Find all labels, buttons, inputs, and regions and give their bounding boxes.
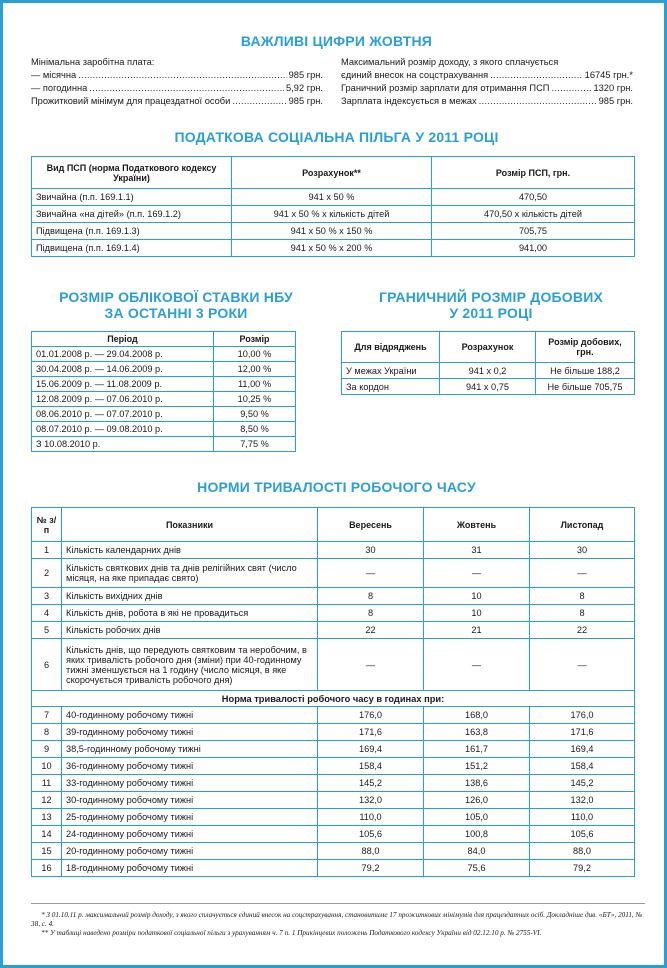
cell: 105,6	[318, 826, 424, 843]
cell: 470,50	[432, 189, 635, 206]
work-header-indicators: Показники	[62, 508, 318, 542]
subsistence-label: Прожитковий мінімум для працездатної особи	[31, 96, 231, 106]
table-row	[32, 622, 635, 639]
cell: 15	[32, 843, 62, 860]
cell: 169,4	[318, 741, 424, 758]
subheader-cell: Норма тривалості робочого часу в годинах при:	[32, 691, 635, 707]
cell: —	[530, 639, 635, 691]
cell: 39-годинному робочому тижні	[62, 724, 318, 741]
cell: У межах України	[342, 363, 440, 379]
psp-header-calc: Розрахунок**	[232, 157, 432, 189]
table-row	[32, 724, 635, 741]
cell: 15.06.2009 р. — 11.08.2009 р.	[32, 377, 214, 392]
cell: 126,0	[424, 792, 530, 809]
cell: 132,0	[530, 792, 635, 809]
cell: 36-годинному робочому тижні	[62, 758, 318, 775]
psp-limit-row	[341, 83, 633, 93]
table-row	[32, 758, 635, 775]
cell: 8	[32, 724, 62, 741]
table-row	[32, 639, 635, 691]
table-header	[342, 332, 635, 363]
indexation-label: Зарплата індексується в межах	[341, 96, 477, 106]
table-row	[32, 362, 296, 377]
footnote-1: * З 01.10.11 р. максимальний розмір доходу, з якого сплачується єдиний внесок на соцстрахування, становитиме 17 прожиткових мінімумів для працездатних осіб. Докладніше див. «БТ», 2011, № 38, с. 4.	[31, 911, 643, 928]
cell: 169,4	[530, 741, 635, 758]
cell: 9,50 %	[214, 407, 296, 422]
cell: Не більше 188,2	[536, 363, 635, 379]
cell: 88,0	[530, 843, 635, 860]
title-nbu-rate	[31, 289, 321, 321]
table-row	[32, 826, 635, 843]
table-row	[342, 379, 635, 395]
cell: 941,00	[432, 240, 635, 257]
footnote-divider	[31, 903, 645, 904]
max-income-label: єдиний внесок на соцстрахування	[341, 70, 489, 80]
cell: —	[318, 559, 424, 588]
max-income-row	[341, 70, 633, 80]
cell: 145,2	[530, 775, 635, 792]
cell: 08.06.2010 р. — 07.07.2010 р.	[32, 407, 214, 422]
cell: 8	[530, 588, 635, 605]
hourly-wage-row	[31, 83, 323, 93]
work-header-sep: Вересень	[318, 508, 424, 542]
cell: 10,00 %	[214, 347, 296, 362]
psp-limit-value: 1320 грн.	[593, 83, 633, 93]
cell: 14	[32, 826, 62, 843]
table-row	[32, 775, 635, 792]
work-header-num: № з/п	[32, 508, 62, 542]
cell: Звичайна «на дітей» (п.п. 169.1.2)	[32, 206, 232, 223]
cell: 12.08.2009 р. — 07.06.2010 р.	[32, 392, 214, 407]
cell: 08.07.2010 р. — 09.08.2010 р.	[32, 422, 214, 437]
table-row	[32, 860, 635, 877]
cell: 5	[32, 622, 62, 639]
title-daily-line2: У 2011 РОЦІ	[449, 305, 533, 321]
cell: 145,2	[318, 775, 424, 792]
psp-header-amount: Розмір ПСП, грн.	[432, 157, 635, 189]
table-row	[32, 437, 296, 452]
monthly-label: — місячна	[31, 70, 77, 80]
table-row	[32, 347, 296, 362]
subsistence-row	[31, 96, 323, 106]
work-header-oct: Жовтень	[424, 508, 530, 542]
psp-limit-label: Граничний розмір зарплати для отримання ПСП	[341, 83, 550, 93]
cell: 7,75 %	[214, 437, 296, 452]
cell: 31	[424, 542, 530, 559]
title-daily-allowance	[341, 289, 641, 321]
cell: 84,0	[424, 843, 530, 860]
table-row	[32, 407, 296, 422]
cell: 33-годинному робочому тижні	[62, 775, 318, 792]
cell: 6	[32, 639, 62, 691]
cell: 38,5-годинному робочому тижні	[62, 741, 318, 758]
cell: 79,2	[318, 860, 424, 877]
table-row	[32, 392, 296, 407]
nbu-table	[31, 331, 296, 452]
monthly-value: 985 грн.	[288, 70, 323, 80]
cell: 3	[32, 588, 62, 605]
table-header	[32, 332, 296, 347]
cell: 8,50 %	[214, 422, 296, 437]
indexation-value: 985 грн.	[598, 96, 633, 106]
min-wage-text: Мінімальна заробітна плата:	[31, 57, 155, 67]
cell: Звичайна (п.п. 169.1.1)	[32, 189, 232, 206]
footnote-2: ** У таблиці наведено розміри податкової соціальної пільги з урахуванням ч. 7 п. 1 Прикінцевих положень Податкового кодексу України від 02.12.10 р. № 2755-VI.	[41, 929, 542, 937]
hourly-value: 5,92 грн.	[286, 83, 323, 93]
cell: 158,4	[318, 758, 424, 775]
cell: Кількість днів, що передують святковим та неробочим, в яких тривалість робочого дня (зміни) при 40-годинному тижні зменшується на 1 годину (число місяця, в яке скорочується тривалість робочого дня)	[62, 639, 318, 691]
min-wage-label	[31, 57, 323, 67]
cell: 1	[32, 542, 62, 559]
cell: Кількість святкових днів та днів релігійних свят (число місяця, на яке припадає свято)	[62, 559, 318, 588]
cell: 132,0	[318, 792, 424, 809]
table-row	[32, 206, 635, 223]
table-row	[32, 559, 635, 588]
cell: 12,00 %	[214, 362, 296, 377]
title-tax-social-benefit: ПОДАТКОВА СОЦІАЛЬНА ПІЛЬГА У 2011 РОЦІ	[174, 129, 499, 145]
table-row	[32, 809, 635, 826]
cell: 25-годинному робочому тижні	[62, 809, 318, 826]
table-row	[32, 189, 635, 206]
cell: 176,0	[318, 707, 424, 724]
psp-table	[31, 156, 635, 257]
cell: 941 х 50 % х 200 %	[232, 240, 432, 257]
hourly-label: — погодинна	[31, 83, 88, 93]
cell: 22	[530, 622, 635, 639]
cell: З 10.08.2010 р.	[32, 437, 214, 452]
nbu-header-rate: Розмір	[214, 332, 296, 347]
cell: 01.01.2008 р. — 29.04.2008 р.	[32, 347, 214, 362]
cell: 9	[32, 741, 62, 758]
table-row	[342, 363, 635, 379]
table-row	[32, 588, 635, 605]
cell: 4	[32, 605, 62, 622]
cell: Кількість календарних днів	[62, 542, 318, 559]
title-daily-line1: ГРАНИЧНИЙ РОЗМІР ДОБОВИХ	[378, 289, 603, 305]
table-row	[32, 792, 635, 809]
monthly-wage-row	[31, 70, 323, 80]
table-row	[32, 605, 635, 622]
nbu-header-period: Період	[32, 332, 214, 347]
cell: 2	[32, 559, 62, 588]
cell: 88,0	[318, 843, 424, 860]
daily-header-amount: Розмір добових, грн.	[536, 332, 635, 363]
cell: Кількість вихідних днів	[62, 588, 318, 605]
psp-header-type: Вид ПСП (норма Податкового кодексу України)	[32, 157, 232, 189]
cell: 941 х 50 % х 150 %	[232, 223, 432, 240]
cell: 176,0	[530, 707, 635, 724]
max-income-value: 16745 грн.*	[584, 70, 633, 80]
cell: 79,2	[530, 860, 635, 877]
cell: 100,8	[424, 826, 530, 843]
cell: 8	[318, 588, 424, 605]
cell: 941 х 50 %	[232, 189, 432, 206]
daily-table	[341, 331, 635, 395]
cell: 12	[32, 792, 62, 809]
cell: Не більше 705,75	[536, 379, 635, 395]
title-work-time-norms: НОРМИ ТРИВАЛОСТІ РОБОЧОГО ЧАСУ	[197, 479, 476, 495]
table-row	[32, 240, 635, 257]
cell: 10,25 %	[214, 392, 296, 407]
cell: 11,00 %	[214, 377, 296, 392]
cell: —	[530, 559, 635, 588]
cell: Кількість робочих днів	[62, 622, 318, 639]
cell: 30-годинному робочому тижні	[62, 792, 318, 809]
cell: 24-годинному робочому тижні	[62, 826, 318, 843]
table-row	[32, 223, 635, 240]
cell: 941 х 0,2	[440, 363, 536, 379]
daily-header-trips: Для відряджень	[342, 332, 440, 363]
table-row	[32, 542, 635, 559]
cell: 470,50 х кількість дітей	[432, 206, 635, 223]
title-important-figures: ВАЖЛИВІ ЦИФРИ ЖОВТНЯ	[240, 33, 433, 49]
cell: —	[424, 639, 530, 691]
cell: 161,7	[424, 741, 530, 758]
cell: 30.04.2008 р. — 14.06.2009 р.	[32, 362, 214, 377]
cell: 110,0	[530, 809, 635, 826]
table-row	[32, 377, 296, 392]
cell: 10	[32, 758, 62, 775]
cell: —	[424, 559, 530, 588]
work-header-nov: Листопад	[530, 508, 635, 542]
cell: 8	[530, 605, 635, 622]
cell: Підвищена (п.п. 169.1.4)	[32, 240, 232, 257]
daily-header-calc: Розрахунок	[440, 332, 536, 363]
cell: 151,2	[424, 758, 530, 775]
cell: 21	[424, 622, 530, 639]
cell: 18-годинному робочому тижні	[62, 860, 318, 877]
cell: 10	[424, 588, 530, 605]
max-income-text: Максимальний розмір доходу, з якого сплачується	[341, 57, 559, 67]
cell: 10	[424, 605, 530, 622]
cell: 941 х 0,75	[440, 379, 536, 395]
cell: 30	[318, 542, 424, 559]
cell: 158,4	[530, 758, 635, 775]
cell: 105,0	[424, 809, 530, 826]
cell: За кордон	[342, 379, 440, 395]
cell: 705,75	[432, 223, 635, 240]
table-row	[32, 843, 635, 860]
subsistence-value: 985 грн.	[288, 96, 323, 106]
indexation-row	[341, 96, 633, 106]
cell: 105,6	[530, 826, 635, 843]
cell: 8	[318, 605, 424, 622]
cell: 168,0	[424, 707, 530, 724]
cell: 171,6	[318, 724, 424, 741]
cell: 16	[32, 860, 62, 877]
cell: 75,6	[424, 860, 530, 877]
cell: Кількість днів, робота в які не провадиться	[62, 605, 318, 622]
cell: 13	[32, 809, 62, 826]
cell: 20-годинному робочому тижні	[62, 843, 318, 860]
cell: 30	[530, 542, 635, 559]
title-nbu-rate-line1: РОЗМІР ОБЛІКОВОЇ СТАВКИ НБУ	[59, 289, 293, 305]
cell: 163,8	[424, 724, 530, 741]
footnotes	[31, 911, 645, 938]
cell: 40-годинному робочому тижні	[62, 707, 318, 724]
title-nbu-rate-line2: ЗА ОСТАННІ 3 РОКИ	[104, 305, 248, 321]
cell: 110,0	[318, 809, 424, 826]
table-subheader	[32, 691, 635, 707]
cell: Підвищена (п.п. 169.1.3)	[32, 223, 232, 240]
cell: 11	[32, 775, 62, 792]
work-time-table	[31, 507, 635, 877]
table-header	[32, 157, 635, 189]
table-row	[32, 707, 635, 724]
cell: 7	[32, 707, 62, 724]
table-row	[32, 422, 296, 437]
table-row	[32, 741, 635, 758]
cell: 138,6	[424, 775, 530, 792]
cell: 171,6	[530, 724, 635, 741]
cell: 22	[318, 622, 424, 639]
cell: —	[318, 639, 424, 691]
cell: 941 х 50 % х кількість дітей	[232, 206, 432, 223]
max-income-line1	[341, 57, 633, 67]
table-header	[32, 508, 635, 542]
